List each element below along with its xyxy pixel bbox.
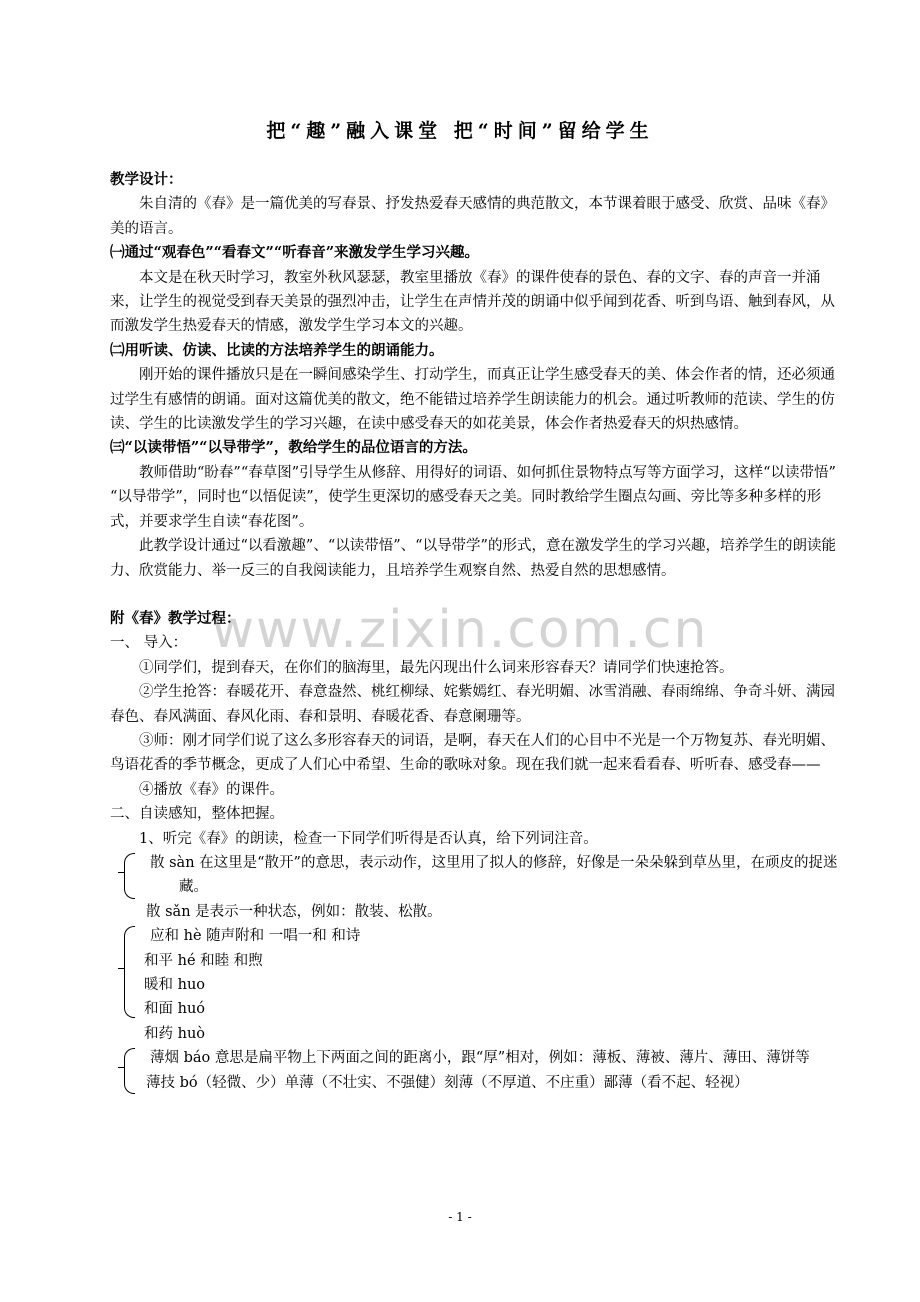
he-group (110, 924, 842, 1046)
he-entry-2: 和平 hé 和睦 和煦 (144, 952, 263, 969)
design-intro: 朱自清的《春》是一篇优美的写春景、抒发热爱春天感情的典范散文，本节课着眼于感受、欣赏、品味《春》美的语言。 (110, 196, 835, 237)
task-1: 1、听完《春》的朗读，检查一下同学们听得是否认真，给下列词注音。 (139, 830, 598, 847)
page-number: - 1 - (448, 1210, 472, 1224)
san-entry-2: 散 sǎn 是表示一种状态，例如：散装、松散。 (146, 903, 442, 920)
he-entry-4: 和面 huó (144, 1001, 206, 1018)
section2-text: 刚开始的课件播放只是在一瞬间感染学生、打动学生，而真正让学生感受春天的美、体会作者的情，还必须通过学生有感情的朗诵。面对这篇优美的散文，绝不能错过培养学生朗读能力的机会。通过听教师的范读、学生的仿读、学生的比读激发学生的学习兴趣，在读中感受春天的如花美景，体会作者热爱春天的炽热感情。 (110, 367, 835, 433)
design-heading: 教学设计： (110, 171, 183, 188)
spacer (110, 583, 842, 607)
section1-heading: ㈠通过“观春色”“看春文”“听春音”来激发学生学习兴趣。 (110, 244, 480, 262)
section3-text: 教师借助“盼春”“春草图”引导学生从修辞、用得好的词语、如何抓住景物特点写等方面学习，这样“以读带悟” “以导带学”，同时也“以悟促读”，使学生更深切的感受春天之美。同时教给学生圈点勾画、旁比等多种多样的形式，并要求学生自读“春花图”。 (110, 464, 836, 530)
brace-symbol (124, 926, 135, 1018)
san-group (110, 851, 842, 900)
step-2: ②学生抢答：春暖花开、春意盎然、桃红柳绿、姹紫嫣红、春光明媚、冰雪消融、春雨绵绵、争奇斗妍、满园春色、春风满面、春风化雨、春和景明、春暖花香、春意阑珊等。 (110, 684, 835, 725)
brace-symbol (124, 853, 135, 899)
section1-text: 本文是在秋天时学习，教室外秋风瑟瑟，教室里播放《春》的课件使春的景色、春的文字、春的声音一并涌来，让学生的视觉受到春天美景的强烈冲击，让学生在声情并茂的朗诵中似乎闻到花香、听到鸟语、触到春风，从而激发学生热爱春天的情感，激发学生学习本文的兴趣。 (110, 269, 835, 335)
brace-symbol (124, 1048, 135, 1094)
document-title: 把“趣”融入课堂 把“时间”留给学生 (266, 120, 654, 142)
he-entry-3: 暖和 huo (144, 977, 206, 993)
san-entry-1: 散 sàn 在这里是“散开”的意思，表示动作，这里用了拟人的修辞，好像是一朵朵躲到草丛里，在顽皮的捉迷藏。 (150, 854, 838, 896)
section3-heading: ㈢“以读带悟”“以导带学”，教给学生的品位语言的方法。 (110, 439, 477, 457)
bao-entry-2: 薄技 bó（轻微、少）单薄（不壮实、不强健）刻薄（不厚道、不庄重）鄙薄（看不起、轻视） (146, 1074, 749, 1091)
bao-entry-1: 薄烟 báo 意思是扁平物上下两面之间的距离小，跟“厚”相对，例如：薄板、薄被、薄片、薄田、薄饼等 (150, 1050, 810, 1067)
step-1: ①同学们，提到春天，在你们的脑海里，最先闪现出什么词来形容春天？请同学们快速抢答。 (139, 659, 734, 676)
part1-heading: 一、 导入： (110, 635, 188, 652)
he-entry-5: 和药 huò (144, 1025, 206, 1042)
process-heading: 附《春》教学过程： (110, 609, 241, 627)
he-entry-1: 应和 hè 随声附和 一唱一和 和诗 (150, 928, 361, 945)
step-4: ④播放《春》的课件。 (139, 781, 284, 798)
bao-group (110, 1046, 842, 1070)
watermark: www.zixin.com.cn (211, 600, 709, 660)
document-body (110, 168, 842, 1095)
part2-heading: 二、自读感知，整体把握。 (110, 806, 284, 823)
summary-text: 此教学设计通过“以看激趣”、“以读带悟”、“以导带学”的形式，意在激发学生的学习兴趣，培养学生的朗读能力、欣赏能力、举一反三的自我阅读能力，且培养学生观察自然、热爱自然的思想感情。 (110, 538, 836, 579)
step-3: ③师：刚才同学们说了这么多形容春天的词语，是啊，春天在人们的心目中不光是一个万物复苏、春光明媚、鸟语花香的季节概念，更成了人们心中希望、生命的歌咏对象。现在我们就一起来看看春、听听春、感受春—— (110, 732, 835, 774)
section2-heading: ㈡用听读、仿读、比读的方法培养学生的朗诵能力。 (110, 341, 444, 359)
